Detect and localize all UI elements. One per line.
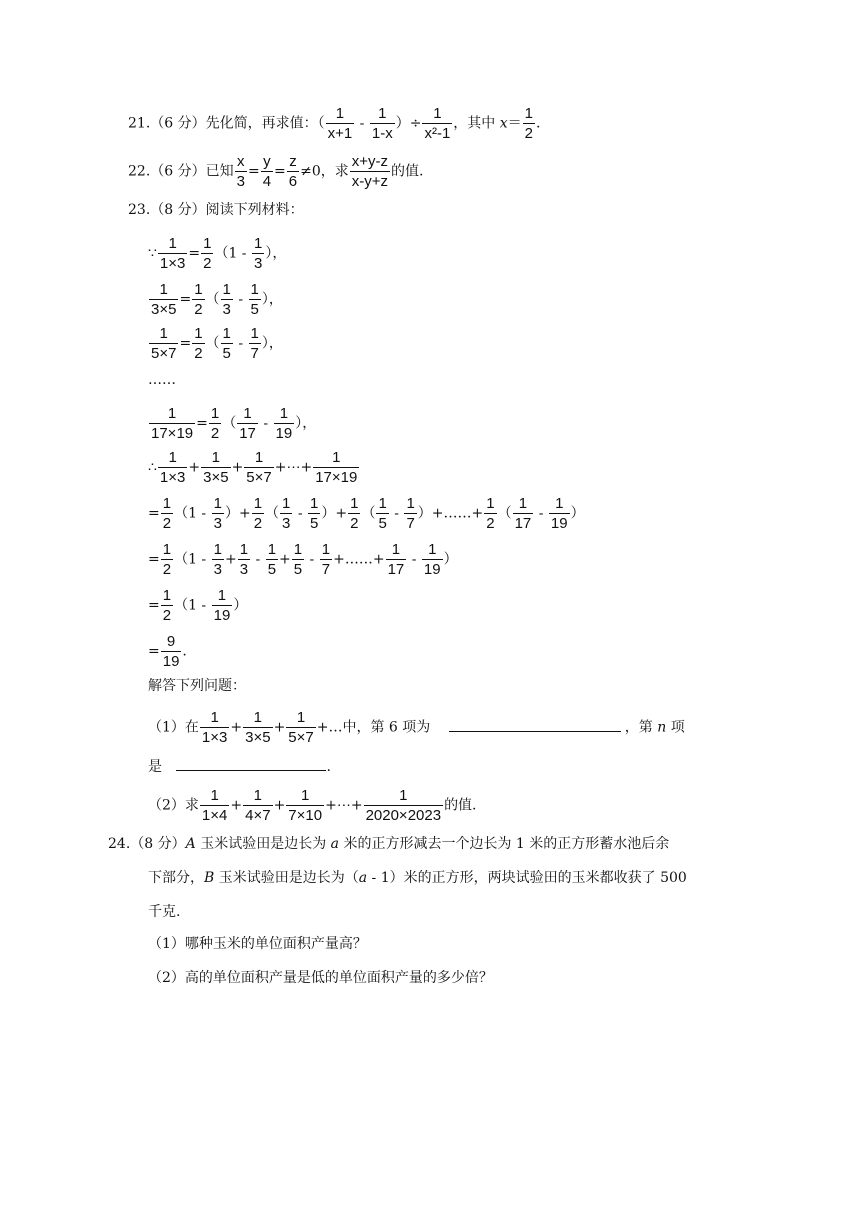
material-line-9: = $\frac{9}{19}$ . — [148, 633, 187, 670]
answer-blank-term-n[interactable] — [176, 756, 326, 771]
q22-fraction-x: $\frac{x}{3}$ — [236, 153, 245, 190]
material-line-3: $\frac{1}{5\times 7}$ = $\frac{1}{2}$ （ $\frac{1}{5}$ - $\frac{1}{7}$ ）， — [151, 325, 283, 362]
question-24-sub-2: （2）高的单位面积产量是低的单位面积产量的多少倍？ — [148, 970, 493, 986]
material-ellipsis: …… — [148, 372, 176, 388]
question-22: 22.（6 分）已知 $\frac{x}{3}$ = $\frac{y}{4}$ = $\frac{z}{6}$ ≠0，求 $\frac{x+y-z}{x-y+z}$ 的值. — [128, 153, 424, 190]
q21-fraction-2: $\frac{1}{1-x}$ — [371, 105, 393, 142]
answer-blank-term-6[interactable] — [449, 717, 621, 732]
q21-fraction-4: $\frac{1}{2}$ — [524, 105, 533, 142]
question-24-line-2: 下部分，B 玉米试验田是边长为（a - 1）米的正方形，两块试验田的玉米都收获了 500 — [148, 870, 687, 886]
q23-part-1: （1）在 $\frac{1}{1\times 3}$ + $\frac{1}{3\times 5}$ + $\frac{1}{5\times 7}$ +…中，第 6 项为 ，第 n 项 — [148, 709, 685, 746]
material-line-4: $\frac{1}{17\times 19}$ = $\frac{1}{2}$ （ $\frac{1}{17}$ - $\frac{1}{19}$ ）， — [151, 405, 317, 442]
q21-fraction-3: $\frac{1}{\text{x²-1}}$ — [424, 105, 451, 142]
question-24-line-3: 千克. — [148, 904, 181, 920]
q22-fraction-expr: $\frac{x+y-z}{x-y+z}$ — [351, 153, 389, 190]
question-23-label: 23.（8 分）阅读下列材料： — [128, 202, 304, 218]
answer-prompt: 解答下列问题： — [148, 678, 246, 694]
question-24-sub-1: （1）哪种玉米的单位面积产量高？ — [148, 936, 367, 952]
question-24-line-1: 24.（8 分）A 玉米试验田是边长为 a 米的正方形减去一个边长为 1 米的正方形蓄水池后余 — [108, 836, 670, 852]
material-line-1: ∵ $\frac{1}{1\times 3}$ = $\frac{1}{2}$ （1 - $\frac{1}{3}$ ）， — [148, 235, 287, 272]
q22-fraction-y: $\frac{y}{4}$ — [262, 153, 272, 190]
q21-fraction-1: $\frac{1}{x+1}$ — [327, 105, 353, 142]
material-line-2: $\frac{1}{3\times 5}$ = $\frac{1}{2}$ （ $\frac{1}{3}$ - $\frac{1}{5}$ ）， — [151, 281, 283, 318]
question-21: 21.（6 分）先化简，再求值：（ $\frac{1}{x+1}$ - $\frac{1}{1-x}$ ）÷ $\frac{1}{\text{x²-1}}$ ，其中 x＝ $\frac{1}{2}$ . — [128, 105, 541, 142]
q23-part-2: （2）求 $\frac{1}{1\times 4}$ + $\frac{1}{4\times 7}$ + $\frac{1}{7\times 10}$ +⋯+ $\frac{1}{2020\times 2023}$ 的值. — [148, 787, 477, 824]
q22-label: 22.（6 分）已知 — [128, 163, 234, 180]
q23-part-1-cont: 是 . — [148, 756, 331, 777]
q22-fraction-z: $\frac{z}{6}$ — [288, 153, 298, 190]
material-line-7: = $\frac{1}{2}$ （1 - $\frac{1}{3}$ + $\frac{1}{3}$ - $\frac{1}{5}$ + $\frac{1}{5}$ - $\frac{1}{7}$ +……+ $\frac{1}{17}$ - $\frac{1}{19}$ ） — [148, 541, 458, 578]
q21-label: 21.（6 分）先化简，再求值：（ — [128, 115, 325, 132]
material-line-8: = $\frac{1}{2}$ （1 - $\frac{1}{19}$ ） — [148, 587, 248, 624]
material-line-6: = $\frac{1}{2}$ （1 - $\frac{1}{3}$ ）+ $\frac{1}{2}$ （ $\frac{1}{3}$ - $\frac{1}{5}$ ）+ $\frac{1}{2}$ （ $\frac{1}{5}$ - $\frac{1}{7}$ ）+……+ $\frac{1}{2}$ （ $\frac{1}{17}$ - $\frac{1}{19}$ ） — [148, 495, 585, 532]
material-line-5: ∴ $\frac{1}{1\times 3}$ + $\frac{1}{3\times 5}$ + $\frac{1}{5\times 7}$ +⋯+ $\frac{1}{17\times 19}$ — [148, 449, 358, 486]
